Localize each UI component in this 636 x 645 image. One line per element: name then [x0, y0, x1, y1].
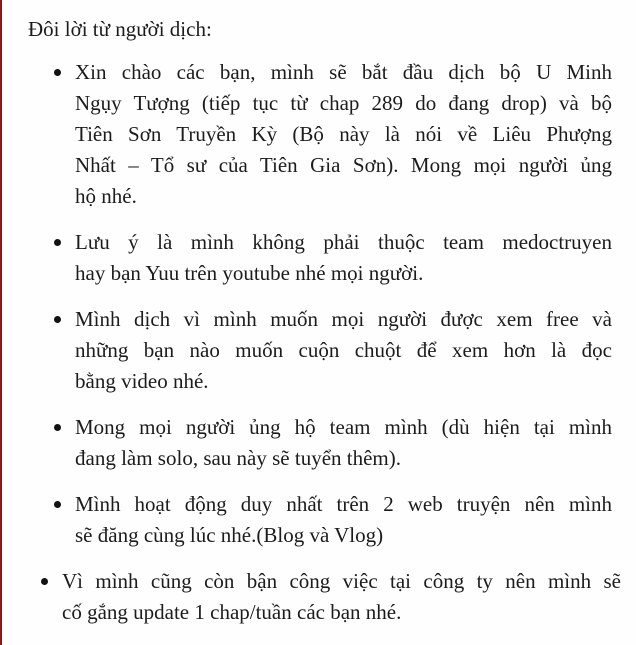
note-line: Vì mình cũng còn bận công việc tại công ty nên mình sẽ [62, 569, 621, 593]
bullet-icon [54, 424, 61, 431]
note-line: sẽ đăng cùng lúc nhé.(Blog và Vlog) [75, 523, 384, 547]
note-line: Lưu ý là mình không phải thuộc team medoctruyen [75, 230, 612, 254]
note-line: Mong mọi người ủng hộ team mình (dù hiện tại mình [75, 415, 612, 439]
note-line: cố gắng update 1 chap/tuần các bạn nhé. [62, 600, 402, 624]
note-line: Xin chào các bạn, mình sẽ bắt đầu dịch bộ U Minh [75, 60, 612, 84]
bullet-icon [54, 501, 61, 508]
bullet-icon [54, 316, 61, 323]
bullet-icon [54, 69, 61, 76]
note-line: Mình dịch vì mình muốn mọi người được xem free và [75, 307, 612, 331]
note-item [75, 57, 612, 212]
note-line: Ngụy Tượng (tiếp tục từ chap 289 do đang drop) và bộ [75, 91, 612, 115]
translator-notes-list [62, 57, 621, 628]
note-line: Mình hoạt động duy nhất trên 2 web truyện nên mình [75, 492, 612, 516]
note-item [75, 227, 612, 289]
note-line: hay bạn Yuu trên youtube nhé mọi người. [75, 261, 424, 285]
bullet-icon [54, 239, 61, 246]
left-edge-accent-line [0, 0, 2, 645]
note-line: Nhất – Tổ sư của Tiên Gia Sơn). Mong mọi người ủng [75, 153, 612, 177]
note-item [75, 412, 612, 474]
note-line: đang làm solo, sau này sẽ tuyển thêm). [75, 446, 402, 470]
page-title: Đôi lời từ người dịch: [28, 17, 212, 41]
note-item [75, 304, 612, 397]
bullet-icon [41, 578, 48, 585]
note-line: bằng video nhé. [75, 369, 209, 393]
note-line: những bạn nào muốn cuộn chuột để xem hơn là đọc [75, 338, 612, 362]
note-item [62, 566, 621, 628]
note-line: hộ nhé. [75, 184, 137, 208]
note-line: Tiên Sơn Truyền Kỳ (Bộ này là nói về Liêu Phượng [75, 122, 612, 146]
note-item [75, 489, 612, 551]
